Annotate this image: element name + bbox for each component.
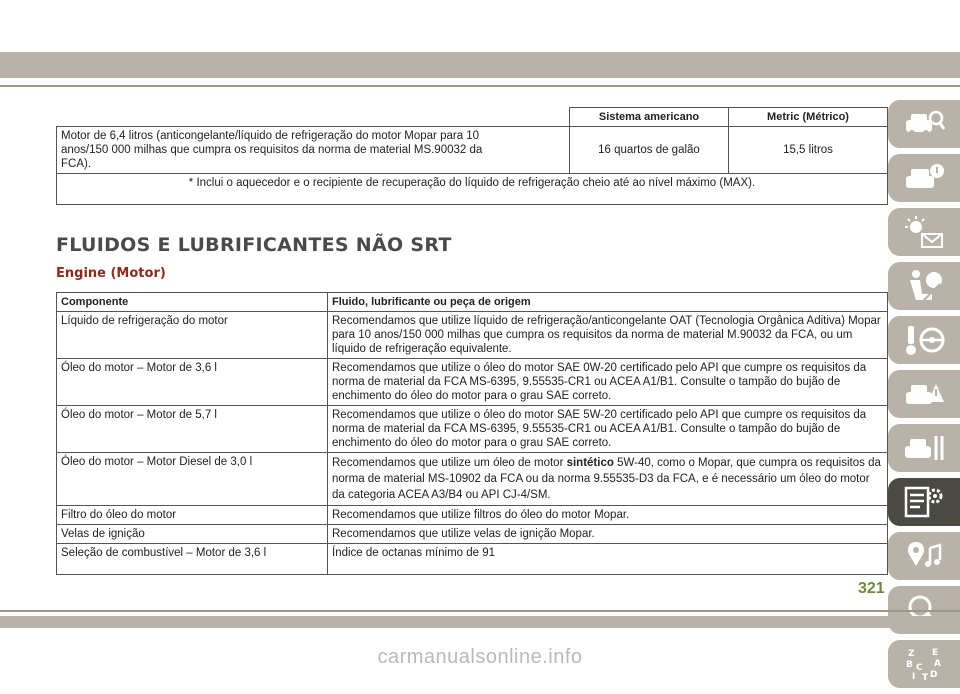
- header-band: [0, 52, 960, 78]
- fluid-cell: [328, 453, 888, 506]
- fluid-cell: Recomendamos que utilize filtros do óleo do motor Mopar.: [328, 506, 888, 525]
- index-letter: C: [916, 663, 923, 673]
- footer-rule: [0, 610, 960, 612]
- car-info-icon: [902, 160, 946, 196]
- watermark: carmanualsonline.info: [377, 646, 583, 668]
- component-cell: Filtro do óleo do motor: [57, 506, 328, 525]
- fluid-cell: Recomendamos que utilize o óleo do motor SAE 5W-20 certificado pelo API que cumpre os requisitos da norma de material da FCA MS-6395, 9.55535-CR1 ou ACEA A1/B1. Consulte o tampão do bujão de enchimento do óleo do motor para o grau SAE correto.: [328, 406, 888, 453]
- index-letter: A: [934, 659, 941, 669]
- header-component: Componente: [57, 293, 328, 312]
- component-cell: Seleção de combustível – Motor de 3,6 l: [57, 544, 328, 575]
- index-letter: Z: [908, 649, 915, 659]
- index-letter: D: [930, 670, 938, 680]
- header-us: Sistema americano: [570, 108, 729, 127]
- section-title: FLUIDOS E LUBRIFICANTES NÃO SRT: [56, 234, 452, 256]
- tab-specs-gear[interactable]: [888, 478, 960, 526]
- specs-gear-icon: [902, 484, 946, 520]
- table-row: [57, 406, 888, 453]
- component-cell: Velas de ignição: [57, 525, 328, 544]
- tab-car-service[interactable]: [888, 424, 960, 472]
- tab-car-info[interactable]: [888, 154, 960, 202]
- page-number: 321: [858, 580, 885, 597]
- table-row: [57, 453, 888, 506]
- index-letter: T: [922, 673, 929, 682]
- fluid-cell: Recomendamos que utilize líquido de refrigeração/anticongelante OAT (Tecnologia Orgânica Aditiva) Mopar para 10 anos/150 000 milhas que cumpra os requisitos da norma de material M.90032 da FCA, ou um líquido de refrigeração equivalente.: [328, 312, 888, 359]
- tab-steering-wheel[interactable]: [888, 316, 960, 364]
- fluid-cell: Índice de octanas mínimo de 91: [328, 544, 888, 575]
- table-row: [57, 525, 888, 544]
- coolant-capacity-table: [56, 107, 888, 205]
- header-rule: [0, 85, 960, 87]
- us-value: 16 quartos de galão: [570, 127, 729, 174]
- fluids-table: [56, 292, 888, 575]
- tab-multimedia[interactable]: [888, 532, 960, 580]
- multimedia-icon: [902, 538, 946, 574]
- warning-lights-icon: [902, 214, 946, 250]
- tab-airbag-seat[interactable]: [888, 262, 960, 310]
- fluid-text-bold: sintético: [566, 457, 614, 469]
- table-row: [57, 506, 888, 525]
- table-row: [57, 312, 888, 359]
- car-service-icon: [902, 430, 946, 466]
- component-cell: Óleo do motor – Motor Diesel de 3,0 l: [57, 453, 328, 506]
- chapter-sidebar: [888, 100, 960, 694]
- index-letter: B: [906, 660, 913, 670]
- fluid-cell: Recomendamos que utilize o óleo do motor SAE 0W-20 certificado pelo API que cumpre os requisitos da norma de material da FCA MS-6395, 9.55535-CR1 ou ACEA A1/B1. Consulte o tampão do bujão de enchimento do óleo do motor para o grau SAE correto.: [328, 359, 888, 406]
- component-cell: Óleo do motor – Motor de 3,6 l: [57, 359, 328, 406]
- tab-warning-lights[interactable]: [888, 208, 960, 256]
- metric-value: 15,5 litros: [729, 127, 888, 174]
- footer-band: [0, 616, 960, 628]
- index-letter: E: [932, 648, 939, 658]
- table-corner: [57, 108, 570, 127]
- car-search-icon: [902, 106, 946, 142]
- component-cell: Líquido de refrigeração do motor: [57, 312, 328, 359]
- index-letter: I: [912, 672, 916, 682]
- tab-car-search[interactable]: [888, 100, 960, 148]
- section-subtitle: Engine (Motor): [56, 266, 166, 281]
- component-cell: Óleo do motor – Motor de 5,7 l: [57, 406, 328, 453]
- steering-wheel-icon: [902, 322, 946, 358]
- airbag-seat-icon: [902, 268, 946, 304]
- fluid-text-post: 5W-40, como o Mopar, que cumpra os requisitos da norma de material MS-10902 da FCA ou da norma 9.55535-D3 da FCA, e é necessário um óleo do motor da categoria ACEA A3/B4 ou API CJ-4/SM.: [332, 457, 881, 501]
- fluid-text-pre: Recomendamos que utilize um óleo de motor: [332, 457, 567, 469]
- fluid-cell: Recomendamos que utilize velas de ignição Mopar.: [328, 525, 888, 544]
- table-footnote: * Inclui o aquecedor e o recipiente de recuperação do líquido de refrigeração cheio até ao nível máximo (MAX).: [57, 174, 888, 205]
- table-row: [57, 359, 888, 406]
- table-row: [57, 127, 888, 174]
- hazard-car-icon: [902, 376, 946, 412]
- tab-hazard-car[interactable]: [888, 370, 960, 418]
- header-fluid: Fluido, lubrificante ou peça de origem: [328, 293, 888, 312]
- header-metric: Metric (Métrico): [729, 108, 888, 127]
- table-row: [57, 544, 888, 575]
- engine-description: Motor de 6,4 litros (anticongelante/líquido de refrigeração do motor Mopar para 10 anos/150 000 milhas que cumpra os requisitos da norma de material MS.90032 da FCA).: [57, 127, 570, 174]
